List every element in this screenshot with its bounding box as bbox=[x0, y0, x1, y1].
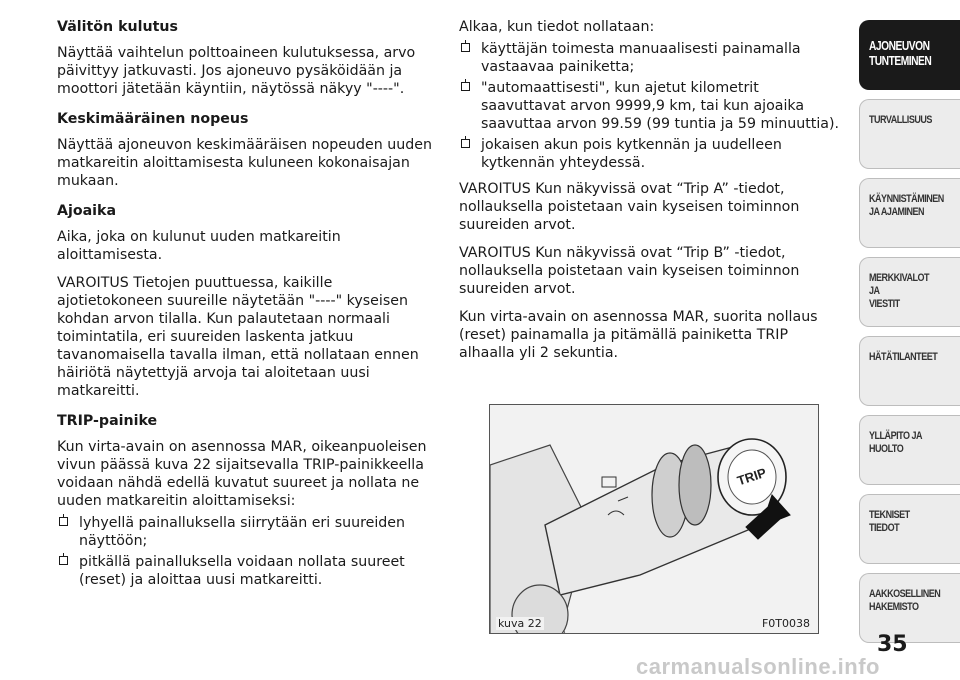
checkbox-bullet-icon bbox=[461, 82, 470, 91]
section-trip-button bbox=[57, 412, 435, 589]
list-item-text: pitkällä painalluksella voidaan nollata suureet (reset) ja aloittaa uusi matkareitti. bbox=[79, 554, 405, 588]
checkbox-bullet-icon bbox=[59, 556, 68, 565]
checkbox-bullet-icon bbox=[461, 139, 470, 148]
list-item-text: lyhyellä painalluksella siirrytään eri suureiden näyttöön; bbox=[79, 515, 406, 549]
warning-trip-b: VAROITUS Kun näkyvissä ovat “Trip B” -tiedot, nollauksella poistetaan vain kyseisen toiminnon suureiden arvot. bbox=[459, 245, 800, 297]
tab-kaynnistaminen[interactable] bbox=[859, 178, 960, 248]
bullet-list bbox=[57, 514, 435, 589]
warning-trip-a: VAROITUS Kun näkyvissä ovat “Trip A” -tiedot, nollauksella poistetaan vain kyseisen toiminnon suureiden arvot. bbox=[459, 181, 800, 233]
tab-merkkivalot[interactable] bbox=[859, 257, 960, 327]
list-item-text: käyttäjän toimesta manuaalisesti painamalla vastaavaa painiketta; bbox=[481, 41, 801, 75]
section-heading: Ajoaika bbox=[57, 203, 117, 219]
tab-label: YLLÄPITO JA HUOLTO bbox=[869, 430, 922, 455]
intro-text: Alkaa, kun tiedot nollataan: bbox=[459, 19, 655, 35]
tab-label: TEKNISET TIEDOT bbox=[869, 509, 910, 534]
section-instant-consumption bbox=[57, 18, 435, 98]
tab-hakemisto[interactable] bbox=[859, 573, 960, 643]
list-item bbox=[459, 40, 847, 76]
tab-label: MERKKIVALOT JA VIESTIT bbox=[869, 272, 930, 310]
section-average-speed bbox=[57, 110, 435, 190]
tab-ajoneuvon-tunteminen[interactable] bbox=[859, 20, 960, 90]
list-item bbox=[459, 79, 847, 133]
page-number: 35 bbox=[877, 632, 908, 657]
list-item-text: "automaattisesti", kun ajetut kilometrit saavuttavat arvon 9999,9 km, tai kun ajoaika saavuttaa arvon 99.59 (99 tuntia ja 59 minuuttia). bbox=[481, 80, 840, 132]
section-text: Näyttää ajoneuvon keskimääräisen nopeuden uuden matkareitin aloittamisesta kuluneen kokonaisajan mukaan. bbox=[57, 137, 432, 189]
section-heading: Keskimääräinen nopeus bbox=[57, 111, 249, 127]
tab-turvallisuus[interactable] bbox=[859, 99, 960, 169]
list-item bbox=[57, 553, 435, 589]
checkbox-bullet-icon bbox=[59, 517, 68, 526]
section-travel-time bbox=[57, 202, 435, 400]
list-item-text: jokaisen akun pois kytkennän ja uudelleen kytkennän yhteydessä. bbox=[481, 137, 782, 171]
reset-instructions: Kun virta-avain on asennossa MAR, suorita nollaus (reset) painamalla ja pitämällä painiketta TRIP alhaalla yli 2 sekuntia. bbox=[459, 309, 818, 361]
section-heading: TRIP-painike bbox=[57, 413, 158, 429]
tab-label: HÄTÄTILANTEET bbox=[869, 351, 938, 363]
bullet-list bbox=[459, 40, 847, 172]
tab-label: AAKKOSELLINEN HAKEMISTO bbox=[869, 588, 941, 613]
watermark: carmanualsonline.info bbox=[636, 654, 880, 679]
list-item bbox=[459, 136, 847, 172]
stalk-illustration bbox=[490, 405, 819, 634]
checkbox-bullet-icon bbox=[461, 43, 470, 52]
tab-label: TURVALLISUUS bbox=[869, 114, 932, 126]
figure-code: F0T0038 bbox=[761, 617, 810, 630]
figure-trip-stalk bbox=[489, 404, 819, 634]
section-text: Näyttää vaihtelun polttoaineen kulutuksessa, arvo päivittyy jatkuvasti. Jos ajoneuvo pysäköidään ja moottori jätetään käyntiin, näytössä näkyy "----". bbox=[57, 45, 416, 97]
chapter-tabs bbox=[859, 20, 960, 652]
figure-caption: kuva 22 bbox=[498, 617, 542, 630]
warning-text: VAROITUS Tietojen puuttuessa, kaikille ajotietokoneen suureille näytetään "----" kyseisen kohdan arvon tilalla. Kun palautetaan normaali toimintatila, eri suureiden laskenta jatkuu tavanomaisella tavalla ilman, että nollataan ennen häiriötä näytettyjä arvoja tai aloitetaan uusi matkareitti. bbox=[57, 275, 419, 399]
tab-tekniset-tiedot[interactable] bbox=[859, 494, 960, 564]
trip-button-label: TRIP bbox=[735, 464, 769, 489]
list-item bbox=[57, 514, 435, 550]
tab-hatatilanteet[interactable] bbox=[859, 336, 960, 406]
tab-label: KÄYNNISTÄMINEN JA AJAMINEN bbox=[869, 193, 944, 218]
tab-yllapito[interactable] bbox=[859, 415, 960, 485]
section-heading: Välitön kulutus bbox=[57, 19, 178, 35]
left-column bbox=[57, 18, 435, 601]
right-column bbox=[459, 18, 847, 372]
section-text: Kun virta-avain on asennossa MAR, oikeanpuoleisen vivun päässä kuva 22 sijaitsevalla TRIP-painikkeella voidaan nähdä edellä kuvatut suureet ja nollata ne uuden matkareitin aloittamiseksi: bbox=[57, 439, 427, 509]
tab-label: AJONEUVON TUNTEMINEN bbox=[869, 39, 932, 68]
section-text: Aika, joka on kulunut uuden matkareitin aloittamisesta. bbox=[57, 229, 341, 263]
